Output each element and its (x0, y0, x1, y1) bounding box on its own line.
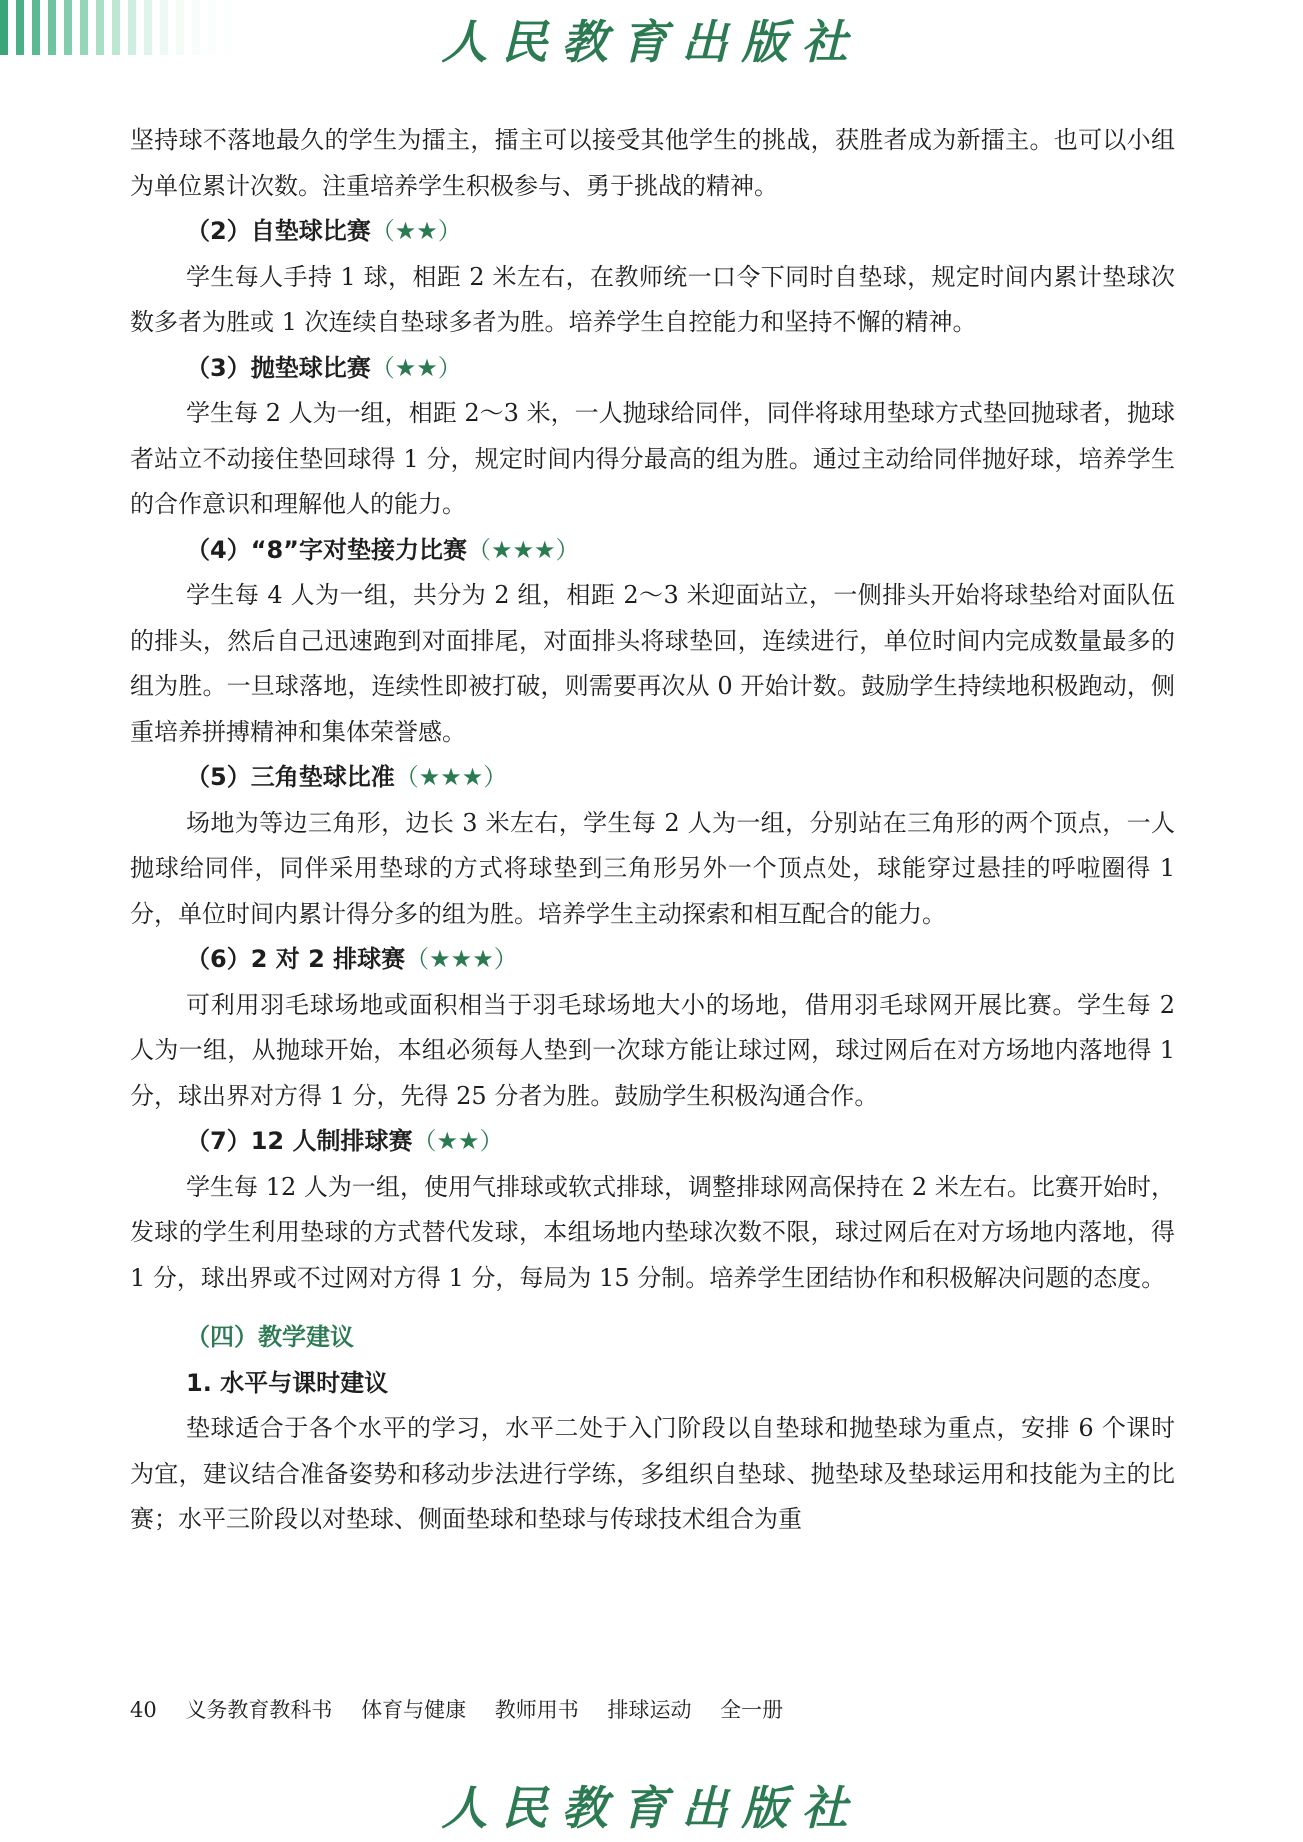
footer-volume: 全一册 (720, 1698, 784, 1722)
footer-type: 教师用书 (494, 1698, 579, 1722)
section-3-title: （3）抛垫球比赛 (186, 353, 371, 382)
footer-book: 义务教育教科书 (185, 1698, 333, 1722)
section-5-heading (130, 755, 1175, 801)
publisher-logo-top: 人民教育出版社 (441, 15, 862, 69)
level-and-hours-text: 垫球适合于各个水平的学习，水平二处于入门阶段以自垫球和抛垫球为重点，安排 6 个课时为宜，建议结合准备姿势和移动步法进行学练，多组织自垫球、抛垫球及垫球运用和技能为主的比赛；水平三阶段以对垫球、侧面垫球和垫球与传球技术组合为重 (130, 1414, 1175, 1533)
section-2-text: 学生每人手持 1 球，相距 2 米左右，在教师统一口令下同时自垫球，规定时间内累计垫球次数多者为胜或 1 次连续自垫球多者为胜。培养学生自控能力和坚持不懈的精神。 (130, 262, 1175, 336)
section-7-text: 学生每 12 人为一组，使用气排球或软式排球，调整排球网高保持在 2 米左右。比赛开始时，发球的学生利用垫球的方式替代发球，本组场地内垫球次数不限，球过网后在对方场地内落地，得 1 分，球出界或不过网对方得 1 分，每局为 15 分制。培养学生团结协作和积极解决问题的态度。 (130, 1172, 1175, 1292)
section-4-text: 学生每 4 人为一组，共分为 2 组，相距 2～3 米迎面站立，一侧排头开始将球垫给对面队伍的排头，然后自己迅速跑到对面排尾，对面排头将球垫回，连续进行，单位时间内完成数量最多的组为胜。一旦球落地，连续性即被打破，则需要再次从 0 开始计数。鼓励学生持续地积极跑动，侧重培养拼搏精神和集体荣誉感。 (130, 581, 1175, 746)
intro-paragraph: 坚持球不落地最久的学生为擂主，擂主可以接受其他学生的挑战，获胜者成为新擂主。也可以小组为单位累计次数。注重培养学生积极参与、勇于挑战的精神。 (130, 126, 1175, 200)
section-7-stars: （★★） (412, 1127, 504, 1155)
section-4-title: （4）“8”字对垫接力比赛 (186, 535, 467, 564)
section-3-stars: （★★） (370, 353, 462, 382)
page-footer (130, 1694, 805, 1724)
section-6-title: （6）2 对 2 排球赛 (186, 945, 406, 973)
section-3-heading (130, 346, 1175, 392)
section-6-heading (130, 937, 1175, 983)
section-2-title: （2）自垫球比赛 (186, 217, 371, 245)
section-3-text: 学生每 2 人为一组，相距 2～3 米，一人抛球给同伴，同伴将球用垫球方式垫回抛球者，抛球者站立不动接住垫回球得 1 分，规定时间内得分最高的组为胜。通过主动给同伴抛好球，培养学生的合作意识和理解他人的能力。 (130, 399, 1175, 518)
page-number: 40 (130, 1698, 157, 1722)
section-5-stars: （★★★） (394, 763, 508, 791)
publisher-logo-bottom: 人民教育出版社 (441, 1781, 862, 1835)
section-2-stars: （★★） (370, 217, 462, 245)
section-4-heading (130, 528, 1175, 574)
section-7-heading (130, 1119, 1175, 1165)
footer-subject: 体育与健康 (361, 1698, 467, 1722)
section-7-title: （7）12 人制排球赛 (186, 1127, 413, 1155)
section-6-stars: （★★★） (405, 945, 518, 973)
section-2-heading (130, 209, 1175, 255)
page-content (130, 118, 1175, 1543)
section-5-text: 场地为等边三角形，边长 3 米左右，学生每 2 人为一组，分别站在三角形的两个顶点，一人抛球给同伴，同伴采用垫球的方式将球垫到三角形另外一个顶点处，球能穿过悬挂的呼啦圈得 1 分，单位时间内累计得分多的组为胜。培养学生主动探索和相互配合的能力。 (130, 808, 1175, 928)
section-4-stars: （★★★） (466, 535, 580, 564)
footer-topic: 排球运动 (607, 1698, 692, 1722)
teaching-suggestions-heading: （四）教学建议 (186, 1323, 354, 1351)
section-5-title: （5）三角垫球比准 (186, 763, 395, 791)
level-and-hours-heading: 1. 水平与课时建议 (186, 1368, 389, 1397)
section-6-text: 可利用羽毛球场地或面积相当于羽毛球场地大小的场地，借用羽毛球网开展比赛。学生每 2 人为一组，从抛球开始，本组必须每人垫到一次球方能让球过网，球过网后在对方场地内落地得 1 分，球出界对方得 1 分，先得 25 分者为胜。鼓励学生积极沟通合作。 (130, 990, 1175, 1110)
